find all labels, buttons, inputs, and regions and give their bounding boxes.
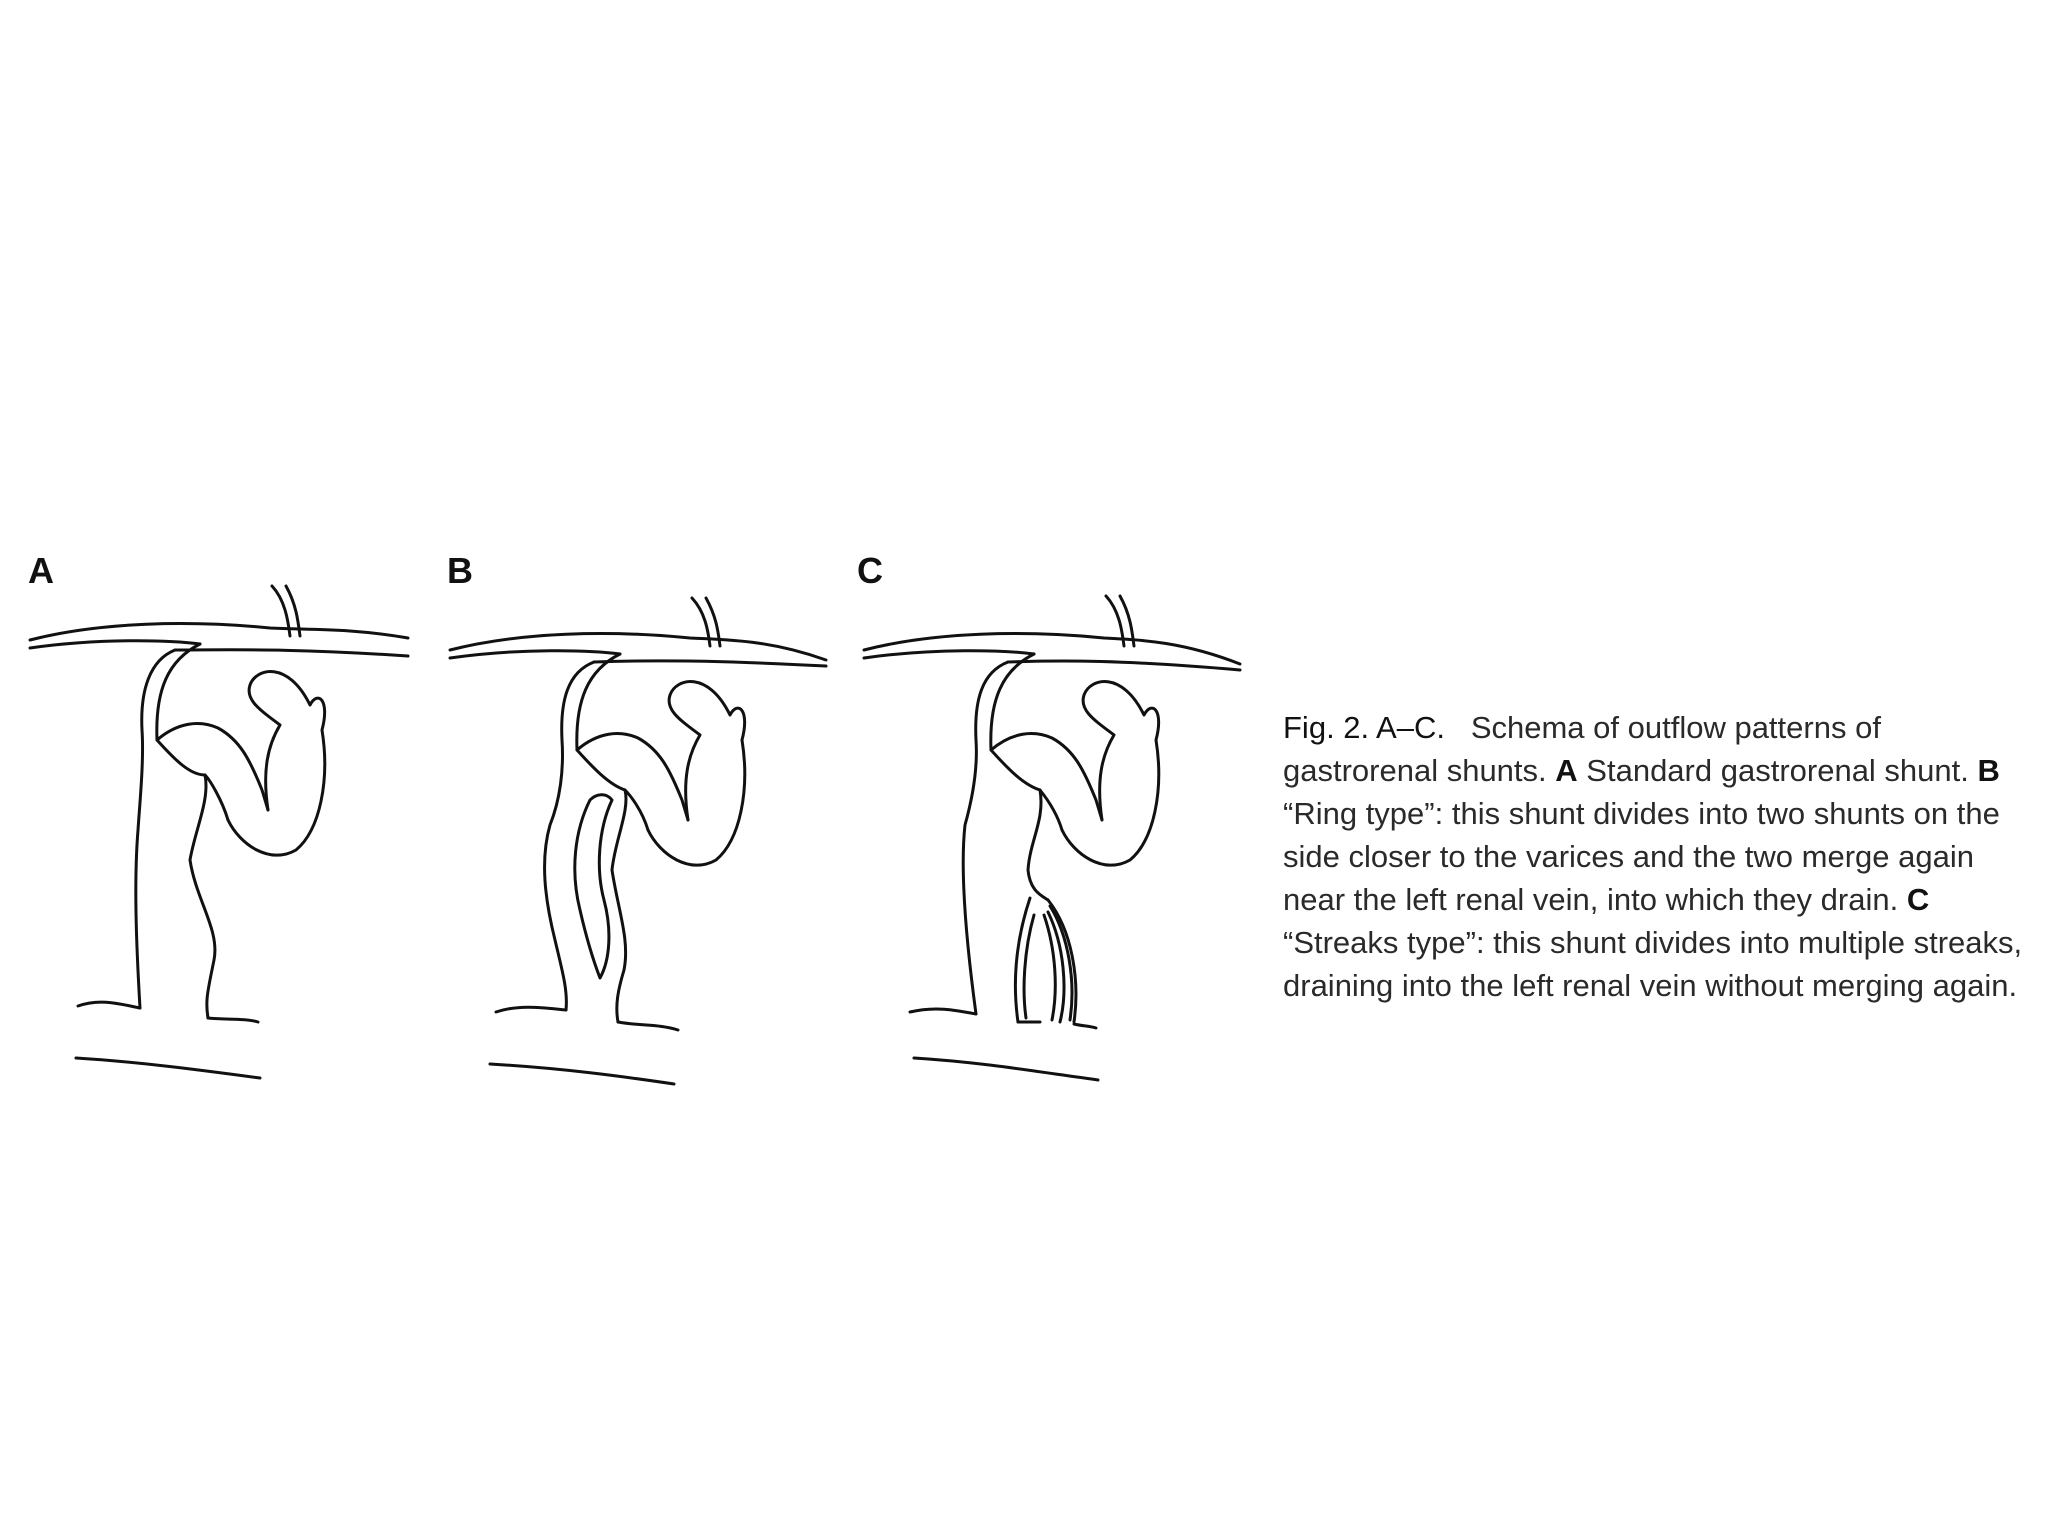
- panel-b-ring-loop: [575, 795, 612, 978]
- panel-label-b: B: [447, 550, 473, 591]
- panel-c-shunt-right-wall: [1028, 790, 1062, 900]
- panel-b-shunt-right-wall: [612, 790, 648, 1022]
- panel-b-upper-vessel-bottom: [450, 651, 826, 666]
- panel-a-renal-vein-bottom: [76, 1058, 260, 1078]
- panel-b-shunt-left-wall: [545, 662, 594, 1010]
- panel-b-renal-vein-bottom: [490, 1064, 674, 1084]
- panel-a-upper-vessel-bottom: [30, 641, 408, 656]
- panel-a-schema: [30, 586, 408, 1078]
- panel-a-shunt-mid: [157, 740, 205, 775]
- panel-a-renal-vein-top: [78, 1002, 258, 1022]
- panel-c-upper-vessel-bottom: [864, 651, 1240, 670]
- panel-a-shunt-right-wall: [190, 775, 228, 1018]
- panel-b-varix-loop: [648, 682, 745, 866]
- panel-c-streak-inner: [1048, 906, 1072, 1022]
- caption-heading: Fig. 2. A–C.: [1283, 710, 1445, 745]
- panel-b-shunt-mid: [577, 750, 625, 790]
- panel-label-c: C: [857, 550, 883, 591]
- panel-a-upper-vessel-top: [30, 624, 408, 640]
- caption-intro: Schema of outflow patterns of gastrorenal shunts.: [1283, 710, 1881, 788]
- panel-c-varix-loop: [1062, 682, 1159, 866]
- caption-key-b: B: [1977, 753, 2000, 788]
- panel-c-upper-vessel-top: [864, 634, 1240, 664]
- caption-text-a: Standard gastrorenal shunt.: [1586, 753, 1969, 788]
- figure-caption: [1283, 706, 2023, 1007]
- panel-c-shunt-mid: [991, 750, 1040, 790]
- panel-b-schema: [450, 598, 826, 1084]
- panel-c-schema: [864, 596, 1240, 1080]
- panel-c-renal-vein-bottom: [914, 1058, 1098, 1080]
- caption-text-c: “Streaks type”: this shunt divides into multiple streaks, draining into the left renal vein without merging again.: [1283, 925, 2023, 1003]
- panel-a-shunt-left-wall: [136, 650, 175, 1008]
- panel-c-streak-middle: [1024, 915, 1055, 1020]
- panel-b-upper-vessel-top: [450, 634, 826, 660]
- caption-key-c: C: [1906, 882, 1930, 917]
- panel-c-renal-vein-top: [910, 1009, 1096, 1028]
- panel-a-varix-loop: [228, 672, 325, 856]
- panel-b-shunt-inner-wall: [577, 654, 688, 820]
- panel-c-shunt-left-wall: [963, 662, 1008, 1014]
- caption-key-a: A: [1555, 753, 1578, 788]
- panel-b-renal-vein-top: [496, 1007, 678, 1030]
- panel-c-shunt-inner-wall: [991, 654, 1102, 820]
- panel-label-a: A: [28, 550, 54, 591]
- caption-text-b: “Ring type”: this shunt divides into two shunts on the side closer to the varices and the two merge again near the left renal vein, into which they drain.: [1283, 796, 2000, 917]
